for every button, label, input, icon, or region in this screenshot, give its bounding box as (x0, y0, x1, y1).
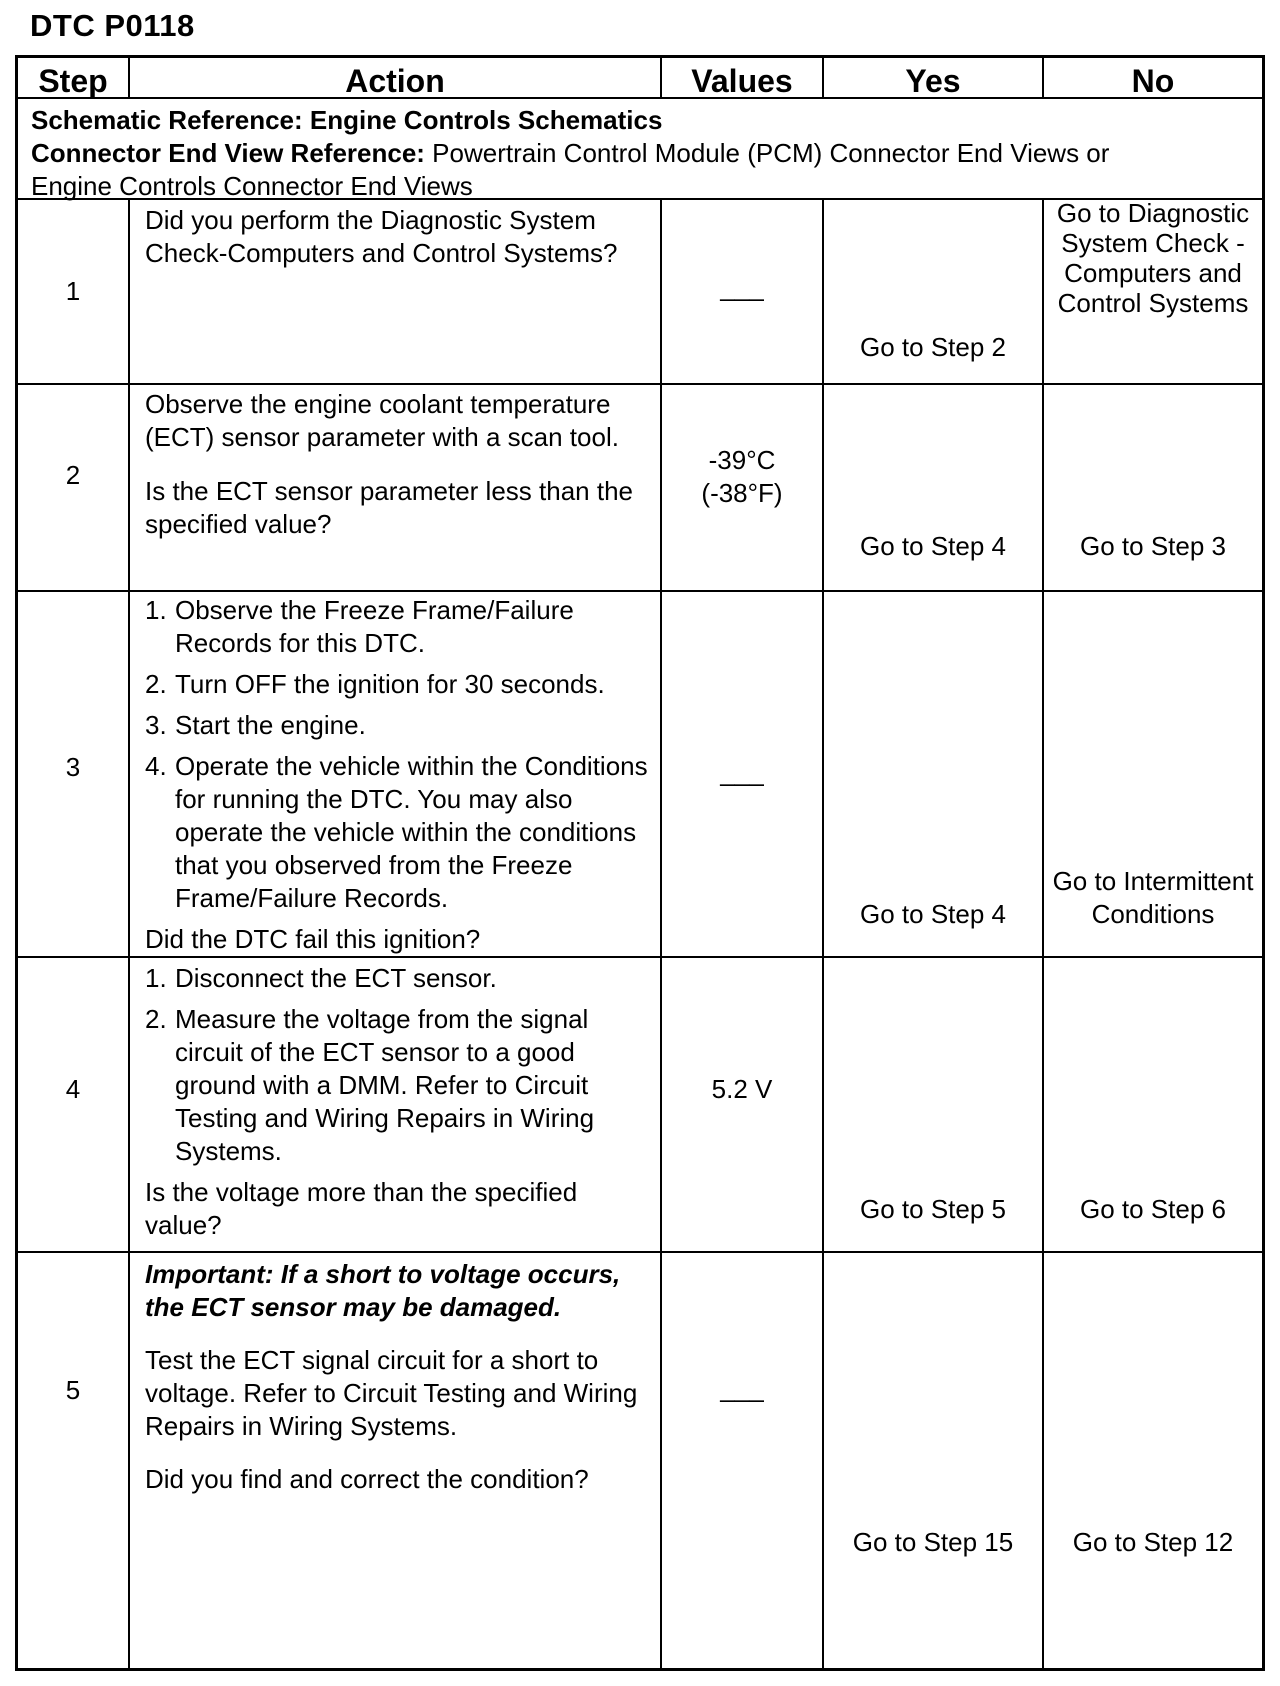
action-question-3: Did the DTC fail this ignition? (145, 924, 481, 954)
yes-1: Go to Step 2 (860, 332, 1006, 362)
action-text-2b: Is the ECT sensor parameter less than the specified value? (145, 476, 633, 539)
action-item: 2. Measure the voltage from the signal circuit of the ECT sensor to a good ground with a DMM. Refer to Circuit Testing and Wiring Repairs in Wiring Systems. (145, 1004, 595, 1166)
yes-2: Go to Step 4 (860, 531, 1006, 561)
step-number-1: 1 (65, 276, 81, 306)
no-1: Go to Diagnostic System Check - Computers and Control Systems (1056, 198, 1250, 318)
step-number-3: 3 (65, 751, 81, 782)
action-item: 2. Turn OFF the ignition for 30 seconds. (145, 669, 605, 699)
step-number-4: 4 (65, 1073, 81, 1104)
action-cell-3 (130, 594, 660, 956)
values-5: ___ (720, 1372, 764, 1403)
action-text-1: Did you perform the Diagnostic System Check-Computers and Control Systems? (145, 205, 618, 268)
values-1: ___ (720, 272, 764, 302)
values-3: ___ (720, 757, 764, 787)
action-question-4: Is the voltage more than the specified value? (145, 1177, 578, 1240)
diagnostic-table (15, 55, 1265, 1671)
action-text-5b: Did you find and correct the condition? (145, 1464, 589, 1494)
yes-3: Go to Step 4 (860, 899, 1006, 929)
yes-4: Go to Step 5 (860, 1194, 1006, 1224)
header-action: Action (345, 63, 445, 99)
values-2 (662, 444, 822, 510)
action-cell-5 (130, 1258, 660, 1496)
action-item: 4. Operate the vehicle within the Conditions for running the DTC. You may also operate the vehicle within the conditions that you observed from the Freeze Frame/Failure Records. (145, 751, 648, 913)
values-4: 5.2 V (711, 1073, 773, 1104)
header-step: Step (38, 63, 108, 99)
connector-reference-text-cont: Engine Controls Connector End Views (31, 171, 473, 201)
header-values: Values (691, 63, 793, 99)
action-item: 1. Observe the Freeze Frame/Failure Records for this DTC. (145, 595, 574, 658)
no-3: Go to Intermittent Conditions (1052, 866, 1254, 929)
action-cell-2 (130, 388, 660, 541)
header-no: No (1131, 63, 1175, 99)
reference-block (18, 100, 1262, 201)
action-text-2a: Observe the engine coolant temperature (ECT) sensor parameter with a scan tool. (145, 389, 619, 452)
header-yes: Yes (905, 63, 961, 99)
no-4: Go to Step 6 (1080, 1194, 1226, 1224)
schematic-reference: Schematic Reference: Engine Controls Schematics (31, 105, 663, 135)
no-2: Go to Step 3 (1080, 531, 1226, 561)
no-5: Go to Step 12 (1072, 1527, 1234, 1557)
action-cell-4 (130, 962, 660, 1242)
yes-5: Go to Step 15 (852, 1527, 1014, 1557)
values-2-celsius: -39°C (708, 445, 776, 475)
step-number-2: 2 (65, 459, 81, 490)
values-2-fahrenheit: (-38°F) (701, 478, 783, 508)
important-note-5: Important: If a short to voltage occurs, the ECT sensor may be damaged. (145, 1259, 621, 1322)
action-item: 1. Disconnect the ECT sensor. (145, 963, 497, 993)
action-item: 3. Start the engine. (145, 710, 366, 740)
document-title: DTC P0118 (30, 8, 195, 43)
connector-reference-text: Powertrain Control Module (PCM) Connector End Views or (424, 138, 1110, 168)
step-number-5: 5 (65, 1374, 81, 1405)
connector-reference-label: Connector End View Reference: (31, 138, 425, 168)
action-text-5a: Test the ECT signal circuit for a short to voltage. Refer to Circuit Testing and Wiring Repairs in Wiring Systems. (145, 1345, 638, 1441)
